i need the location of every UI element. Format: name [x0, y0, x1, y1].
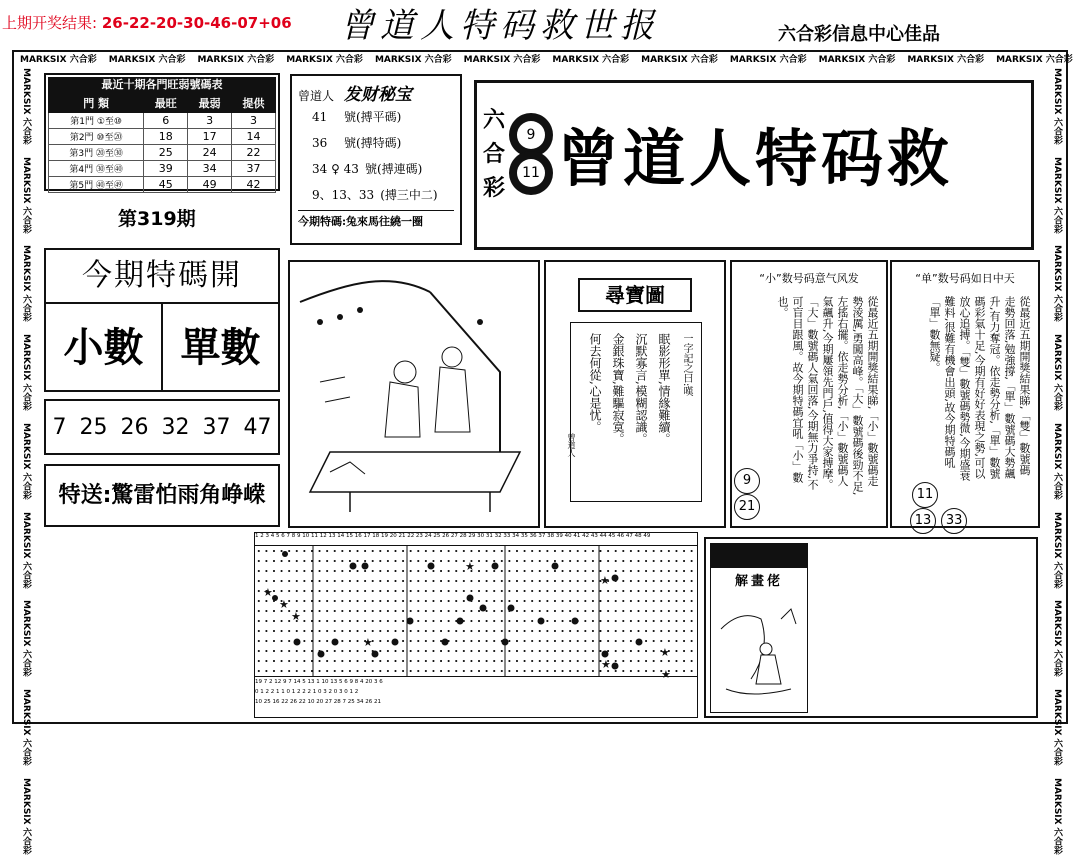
svg-text:★: ★	[291, 610, 301, 623]
rank-cell: 第1門 ①至⑩	[49, 113, 144, 129]
lucky-number: 26	[120, 414, 149, 440]
rank-cell: 22	[232, 145, 276, 161]
strip-label: MARKSIX 六合彩	[21, 422, 31, 500]
tip-number: 36	[312, 136, 328, 150]
trend-marks	[255, 546, 697, 681]
issue-number: 第319期	[118, 208, 196, 230]
riddle-illustration	[711, 589, 805, 709]
logo-ball-bottom	[509, 151, 553, 195]
tip-text: 號(搏連碼)	[364, 162, 423, 176]
analysis-odd-title: “单”数号码如日中天	[915, 272, 1015, 285]
rank-cell: 42	[232, 177, 276, 193]
lucky-number: 25	[79, 414, 108, 440]
logo-ball-top-num: 9	[517, 121, 545, 149]
rank-cell: 45	[144, 177, 188, 193]
analysis-odd-text: 從最近五期開獎結果睇,「雙」數號碼走勢回落,勉強撐,「單」數號碼大勢飆升,有力奪冠。依走勢分析,「單」數號碼彩氣十足,今期有好好表現之勢,可以放心追搏。「雙」數號碼勢微,今期盛衰難料,很難有機會出頭,故今期特碼吼「單」數無疑。	[928, 296, 1031, 481]
analysis-small-balls	[734, 468, 760, 520]
analysis-small-box	[730, 260, 888, 528]
special-left: 小數	[46, 304, 163, 392]
rank-cell: 6	[144, 113, 188, 129]
rank-cell: 第5門 ㊵至㊾	[49, 177, 144, 193]
svg-text:★: ★	[263, 586, 273, 599]
strip-label: MARKSIX 六合彩	[552, 55, 630, 65]
strip-label: MARKSIX 六合彩	[1052, 689, 1062, 766]
strip-label: MARKSIX 六合彩	[1052, 600, 1062, 678]
ball: 13	[910, 508, 936, 534]
treasure-line-4: 金銀珠寶,難驅寂寞。	[611, 333, 625, 445]
strip-label: MARKSIX 六合彩	[1052, 777, 1062, 855]
ball: 33	[941, 508, 967, 534]
treasure-box	[544, 260, 726, 528]
riddle-title: 解畫佬	[734, 574, 783, 589]
analysis-small-title: “小”数号码意气风发	[759, 272, 859, 285]
strip-label: MARKSIX 六合彩	[21, 511, 31, 589]
tips-header-script: 发财秘宝	[343, 85, 412, 105]
trend-bottom-row: 0 1 2 2 1 1 0 1 2 2 2 1 0 3 2 0 3 0 1 2	[255, 689, 359, 695]
svg-text:★: ★	[660, 646, 670, 659]
strip-label: MARKSIX 六合彩	[374, 55, 452, 65]
treasure-scroll	[567, 322, 702, 502]
treasure-line-3: 沉默寡言,模糊認識。	[634, 333, 648, 445]
treasure-line-5: 何去何從,心是忧。	[588, 333, 602, 433]
strip-label: MARKSIX 六合彩	[21, 689, 31, 766]
tips-header-name: 曾道人	[298, 89, 335, 103]
special-box	[44, 248, 280, 392]
rank-cell: 34	[188, 161, 232, 177]
treasure-title: 尋寶圖	[578, 278, 692, 312]
left-strip	[15, 68, 33, 855]
strip-label: MARKSIX 六合彩	[996, 55, 1073, 65]
riddle-box	[704, 537, 1038, 718]
rank-cell: 14	[232, 129, 276, 145]
logo-char-1: 六	[483, 107, 506, 133]
publisher: 六合彩信息中心佳品	[778, 24, 940, 45]
top-strip	[16, 52, 1073, 68]
tip-text: 號(搏特碼)	[344, 136, 402, 150]
rank-cell: 24	[188, 145, 232, 161]
trend-grid	[255, 546, 697, 681]
logo-box	[474, 80, 1034, 250]
strip-label: MARKSIX 六合彩	[1052, 156, 1062, 234]
strip-label: MARKSIX 六合彩	[729, 55, 807, 65]
tip-number: 34 ♀ 43	[312, 162, 359, 176]
lucky-number: 32	[161, 414, 190, 440]
tip-number: 41	[312, 110, 328, 124]
scholar-illustration	[290, 262, 538, 526]
svg-text:★: ★	[465, 560, 475, 573]
svg-text:★: ★	[363, 636, 373, 649]
lucky-number: 37	[202, 414, 231, 440]
right-strip	[1044, 68, 1064, 855]
tip-line	[298, 156, 454, 182]
trend-chart	[254, 532, 698, 718]
rank-row	[49, 177, 276, 193]
gift-box: 特送:驚雷怕雨角峥嵘	[44, 464, 280, 527]
header-title-script: 曾道人特码救世报	[340, 6, 660, 46]
rank-table-box	[44, 73, 280, 191]
tip-line	[298, 104, 454, 130]
tips-footer: 今期特碼:兔來馬往繞一圈	[298, 210, 454, 229]
logo-side-chars	[483, 103, 509, 205]
trend-top-numbers: 1 2 3 4 5 6 7 8 9 10 11 12 13 14 15 16 17 18 19 20 21 22 23 24 25 26 27 28 29 30 31 32 33 34 35 36 37 38 39 40 41 42 43 44 45 46 47 48 49	[255, 533, 697, 546]
strip-label: MARKSIX 六合彩	[1052, 68, 1062, 145]
strip-label: MARKSIX 六合彩	[21, 68, 31, 145]
trend-bottom-rows	[255, 676, 697, 707]
rank-table-title: 最近十期各門旺弱號碼表	[48, 77, 276, 93]
strip-label: MARKSIX 六合彩	[20, 55, 97, 65]
strip-label: MARKSIX 六合彩	[1052, 422, 1062, 500]
rank-cell: 49	[188, 177, 232, 193]
rank-table	[48, 93, 276, 193]
rank-cell: 第2門 ⑩至⑳	[49, 129, 144, 145]
rank-header-cell: 最旺	[144, 94, 188, 113]
last-result	[2, 12, 292, 33]
rank-cell: 17	[188, 129, 232, 145]
rank-cell: 第3門 ⑳至㉚	[49, 145, 144, 161]
svg-text:★: ★	[601, 658, 611, 671]
special-right: 單數	[180, 325, 261, 371]
rank-header-cell: 提供	[232, 94, 276, 113]
rank-cell: 39	[144, 161, 188, 177]
strip-label: MARKSIX 六合彩	[21, 245, 31, 323]
strip-label: MARKSIX 六合彩	[907, 55, 985, 65]
rank-header-cell: 門 類	[49, 94, 144, 113]
trend-bottom-row: 10 25 16 22 26 22 10 20 27 28 7 25 34 26 21	[255, 699, 381, 705]
ball: 9	[734, 468, 760, 494]
treasure-line-1: 一字記之曰:嘆	[681, 333, 692, 397]
strip-label: MARKSIX 六合彩	[818, 55, 896, 65]
rank-row	[49, 113, 276, 129]
treasure-signature: 曾道人	[567, 433, 576, 457]
logo-char-3: 彩	[483, 175, 506, 201]
ball: 21	[734, 494, 760, 520]
strip-label: MARKSIX 六合彩	[21, 334, 31, 411]
strip-label: MARKSIX 六合彩	[641, 55, 718, 65]
riddle-panel	[710, 543, 808, 713]
rank-cell: 第4門 ㉚至㊵	[49, 161, 144, 177]
tips-box	[290, 74, 462, 245]
rank-cell: 25	[144, 145, 188, 161]
trend-bottom-row: 19 7 2 12 9 7 14 5 13 1 10 13 5 6 9 8 4 20 3 6	[255, 679, 383, 685]
rank-header-cell: 最弱	[188, 94, 232, 113]
analysis-odd-balls	[910, 482, 980, 534]
strip-label: MARKSIX 六合彩	[286, 55, 363, 65]
rank-row	[49, 129, 276, 145]
rank-row	[49, 145, 276, 161]
rank-cell: 3	[188, 113, 232, 129]
strip-label: MARKSIX 六合彩	[1052, 511, 1062, 589]
rank-cell: 3	[232, 113, 276, 129]
number-row	[44, 399, 280, 455]
last-result-numbers: 26-22-20-30-46-07+06	[101, 14, 292, 32]
rank-row	[49, 161, 276, 177]
strip-label: MARKSIX 六合彩	[197, 55, 275, 65]
strip-label: MARKSIX 六合彩	[21, 777, 31, 855]
lucky-number: 7	[52, 414, 67, 440]
lucky-number: 47	[243, 414, 272, 440]
tip-text: 號(搏平碼)	[344, 110, 402, 124]
svg-text:★: ★	[279, 598, 289, 611]
tips-header	[298, 80, 454, 104]
rank-cell: 18	[144, 129, 188, 145]
strip-label: MARKSIX 六合彩	[1052, 334, 1062, 411]
illustration-box	[288, 260, 540, 528]
analysis-small-text: 從最近五期開獎結果睇,「小」數號碼走勢淩厲,勇闖高峰。「大」數號碼後勁不足,左搖右擺。依走勢分析,「小」數號碼人氣飆升,今期屢領先門戶,值得大家搏摩。「大」數號碼人氣回落,今期無力爭持,不可盲目跟風。故今期特碼宜吼「小」數也。	[776, 296, 879, 496]
svg-text:★: ★	[600, 574, 610, 587]
rank-cell: 37	[232, 161, 276, 177]
tip-line	[298, 130, 454, 156]
treasure-line-2: 眠影形單,情緣難續。	[657, 333, 671, 445]
analysis-odd-box	[890, 260, 1040, 528]
logo-char-2: 合	[483, 141, 506, 167]
tip-line	[298, 182, 454, 208]
strip-label: MARKSIX 六合彩	[463, 55, 541, 65]
tip-text: (搏三中二)	[380, 188, 438, 202]
logo-ball-bottom-num: 11	[517, 159, 545, 187]
strip-label: MARKSIX 六合彩	[1052, 245, 1062, 323]
tip-number: 9、13、33	[312, 188, 375, 202]
tips-lines	[298, 104, 454, 208]
riddle-top-bar	[711, 544, 807, 568]
strip-label: MARKSIX 六合彩	[21, 156, 31, 234]
last-result-label: 上期开奖结果:	[2, 14, 98, 32]
logo-title: 曾道人特码救	[557, 122, 954, 195]
strip-label: MARKSIX 六合彩	[108, 55, 186, 65]
ball: 11	[912, 482, 938, 508]
special-heading: 今期特碼開	[46, 250, 278, 304]
svg-text:★: ★	[661, 668, 671, 681]
strip-label: MARKSIX 六合彩	[21, 600, 31, 678]
